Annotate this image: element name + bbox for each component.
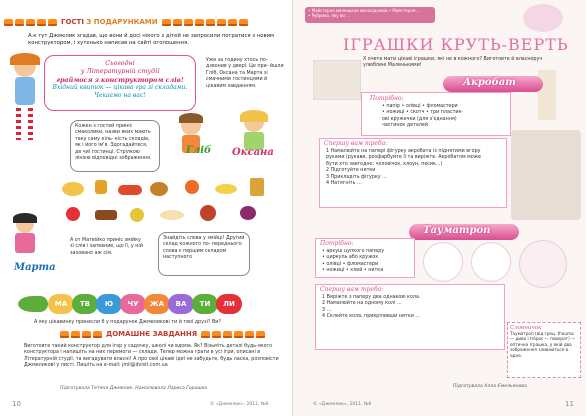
snake-segment: ЧУ [120, 294, 146, 314]
pie-icon [200, 205, 216, 221]
girl-illustration [8, 55, 42, 145]
name-glib: Гліб [186, 145, 212, 156]
list-item: • ножиці • скотч • три пластик- [382, 110, 464, 116]
juice-icon [95, 180, 107, 194]
right-page [293, 0, 586, 416]
snake-segment: ТВ [72, 294, 98, 314]
cakes-decoration [4, 19, 57, 26]
acrobat-title: Акробат [463, 77, 516, 88]
page-number: 10 [12, 400, 21, 408]
list-item: 3 Прикладіть фігурку … [326, 174, 387, 180]
list-item: • олівці • фломастери [322, 261, 379, 267]
snake-segment: Ю [96, 294, 122, 314]
cakes-decoration [162, 19, 248, 26]
chocolate-icon [95, 210, 117, 220]
thaumatrope-steps-box [315, 284, 505, 350]
steps-label: Спершу вам треба: [324, 140, 388, 147]
name-marta: Марта [14, 262, 56, 273]
cakes-decoration [60, 331, 102, 338]
side-text: Уже за годину хтось по- дзвонив у двері. Це при- йшли Гліб, Оксана та Марта зі смачними гостинцями й цікавим завданням. [206, 58, 284, 89]
glossary-box [507, 322, 581, 378]
footer: © «Джмелик», 2011, №6 [210, 402, 269, 407]
snake-task-bubble: Знайдіть слова у змійці! Другий склад кожного по- переднього слова є першим складом наступного [158, 232, 250, 276]
left-page [0, 0, 293, 416]
list-item: бути хто завгодно: чоловічок, клоун, песик...) [326, 161, 443, 167]
list-item: 1 Виріжте з паперу два однакові кола. [322, 295, 421, 300]
name-oksana: Оксана [232, 147, 274, 158]
apple-icon [66, 207, 80, 221]
homework-header [60, 327, 260, 341]
section-title: ГОСТІ З ПОДАРУНКАМИ [61, 18, 158, 26]
notice-line: граймося з конструктором слів! [56, 75, 184, 84]
candy-icon [160, 210, 184, 220]
list-item: 4 Склейте кола, прикріпивши нитки … [322, 314, 421, 320]
rubric-banner [305, 7, 435, 23]
acrobat-need-box [361, 92, 511, 136]
thaumatrope-title: Тауматроп [423, 225, 491, 236]
homework-text: Виготовте такий конструктор для ігор у садочку, школі чи вдома. Як? Візьміть деталі будь-якого конструктора і напишіть на них перемоги — склади. Тепер можна грати в усі ігри, описані в Літературній студії, та вигадувати власні! А про свої цікаві ідеї не забудьте, будь ласка, розповісти Джмеликові у листі. Пишіть на е-mail: jmil@dvisit.com.ua [24, 344, 279, 369]
acrobat-steps-box [319, 138, 507, 208]
notice-line: Сьогодні [105, 59, 135, 67]
list-item: 4 Натягніть … [326, 181, 362, 187]
task-bubble: Кожен з гостей приніс смаколики, назви яких мають таку саму кіль- кість складів, як і його ім'я. Здогадайтеся, де чиї гостинці. Стрілкою лінією відповідні зображення. [70, 120, 160, 172]
list-item: 2 Намалюйте на одному колі … [322, 301, 402, 307]
sausage-icon [118, 185, 142, 195]
need-list [322, 249, 412, 275]
thaumatrope-need-box [315, 238, 415, 278]
orange-icon [185, 180, 199, 194]
need-label: Потрібно: [370, 95, 404, 102]
marta-illustration [8, 215, 42, 263]
list-item: • ножиці • клей • нитка [322, 268, 384, 274]
question-text: А яку цікавинку принесли б у подарунок Джмеликові ти й твої друзі? Ви? [34, 320, 221, 325]
grapes-icon [240, 206, 256, 220]
section-header [0, 14, 293, 30]
page-title: ІГРАШКИ КРУТЬ-ВЕРТЬ [343, 35, 569, 54]
list-item: 2 Підготуйте нитки [326, 168, 376, 174]
jar-icon [250, 178, 264, 196]
cakes-decoration [201, 331, 265, 338]
hand-photo [511, 130, 581, 220]
steps-label: Спершу вам треба: [320, 286, 384, 293]
list-item: • циркуль або кружок [322, 255, 379, 261]
list-item: частинок деталей [382, 123, 428, 129]
notice-line: Чекаємо на вас! [94, 91, 146, 99]
list-item: ові кружечки (для з'єднання) [382, 116, 457, 122]
list-item: руками (рукави, розфарбуйте її та виріжте. Акробатом може [326, 155, 482, 161]
snake-segment: МА [48, 294, 74, 314]
notice-line: у Літературній студії [80, 67, 160, 76]
word-snake [18, 290, 268, 316]
list-item: • аркуш цупкого паперу [322, 249, 385, 254]
snake-segment: ЖА [144, 294, 170, 314]
scissors-image [313, 60, 361, 100]
lemon-icon [130, 208, 144, 222]
notice-line: Вхідний квиток — цікава гра зі складами. [52, 83, 188, 91]
footer: © «Джмелик», 2011, №6 [313, 402, 372, 407]
homework-title: ДОМАШНЄ ЗАВДАННЯ [106, 330, 198, 338]
list-item: • папір • олівці • фломастери [382, 104, 458, 109]
rubric-logo [523, 4, 563, 32]
banana-icon [215, 184, 237, 194]
snake-segment: ЛИ [216, 294, 242, 314]
list-item: 1 Намалюйте на папері фігурку акробата із піднятими вгору [326, 149, 481, 154]
intro-text: Х очете мати цікаві іграшки, які не в кожного? Виготовте й власноруч улюблені Маленькими! [363, 57, 543, 69]
need-list [382, 104, 507, 130]
snake-segment: ВА [168, 294, 194, 314]
snake-segment: ТИ [192, 294, 218, 314]
steps-list [322, 295, 502, 321]
banner-line: • Рубрика, яку ви … [308, 13, 351, 19]
cookie-icon [62, 182, 84, 196]
bun-icon [150, 182, 168, 196]
steps-list [326, 149, 504, 188]
banner-line: • Майстерня маленьких винахідників • Майстерня … [308, 8, 421, 13]
intro-text: А.к тут Джмелик згадав, що вони й досі нікого з дітей не запросили погратися з новим конструктором, і хутенько написав на сайті оголошення. [28, 33, 275, 47]
page-number: 11 [565, 400, 574, 408]
glossary-label: Словничок [510, 325, 542, 331]
marta-text: А от Матвійко приніс змійку зі слів і запевнив, що її, у ній заховано аж сім. [70, 238, 143, 256]
credits: Підготувала Алла Ємельянова [453, 384, 527, 389]
need-label: Потрібно: [320, 240, 354, 247]
credits: Підготувала Тетяна Джмелик. Намалювала Лариса Горошко [60, 386, 208, 391]
glossary-text: Тауматроп (від грец. thauma — диво і trópos — поворот) — оптична іграшка, у якій два зображення зливаються в одне. [510, 331, 576, 358]
list-item: 3 … [322, 307, 332, 313]
announcement-box [44, 55, 196, 111]
